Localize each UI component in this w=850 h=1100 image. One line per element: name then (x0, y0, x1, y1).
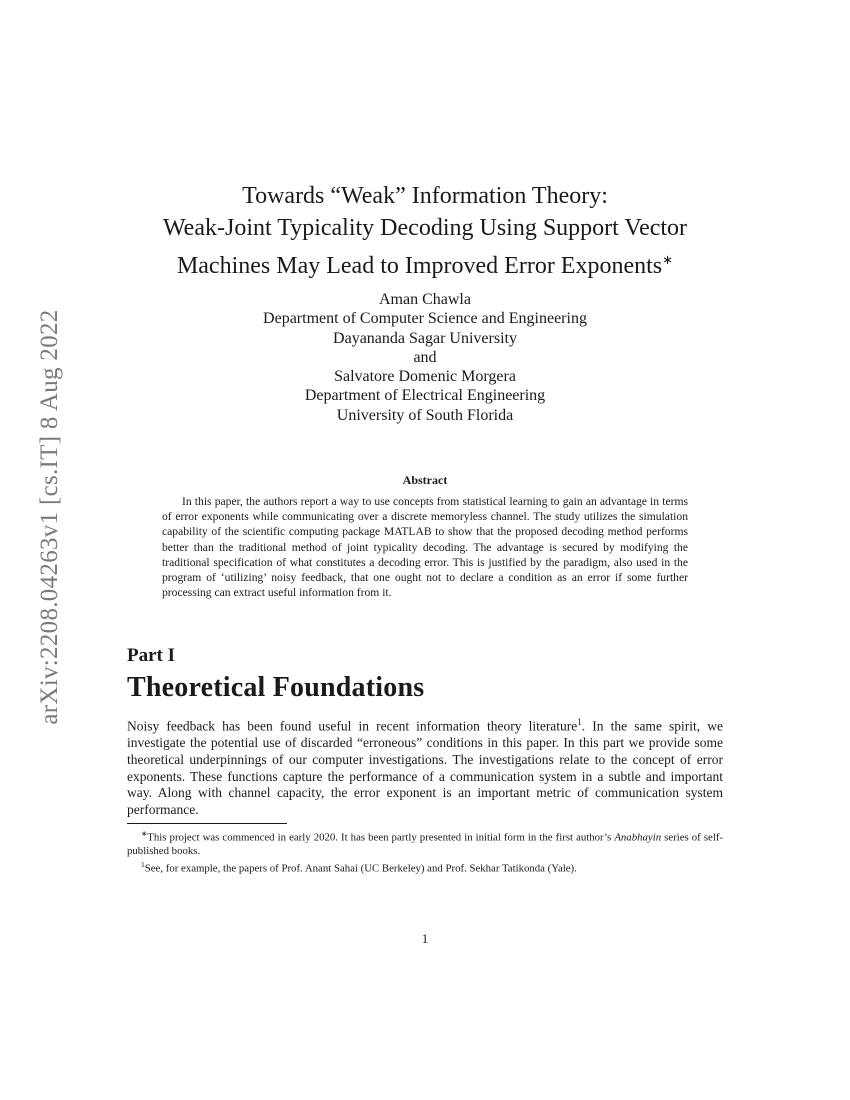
footnote-1 (127, 858, 723, 876)
body-text-rest: . In the same spirit, we investigate the potential use of discarded “erroneous” conditions in this paper. In this part we provide some theoretical underpinnings of our computer investigations. The investigations relate to the concept of error exponents. These functions capture the performance of a communication system in a subtle and important way. Along with channel capacity, the error exponent is an important metric of communication system performance. (127, 718, 723, 818)
author-2-name: Salvatore Domenic Morgera (334, 368, 516, 386)
footnote-1-text: See, for example, the papers of Prof. Anant Sahai (UC Berkeley) and Prof. Sekhar Tatikonda (Yale). (144, 862, 577, 875)
author-2-department: Department of Electrical Engineering (304, 387, 546, 405)
section-title: Theoretical Foundations (127, 672, 425, 703)
footnote-star-text-start: This project was commenced in early 2020. It has been partly presented in initial form in the first author’s (147, 831, 615, 844)
author-block (175, 290, 675, 425)
author-conjunction: and (413, 348, 437, 366)
author-1-university: Dayananda Sagar University (333, 329, 517, 347)
paper-title (150, 180, 700, 282)
title-line-1: Towards “Weak” Information Theory: (242, 183, 608, 209)
author-2-university: University of South Florida (336, 406, 514, 424)
abstract-heading: Abstract (402, 473, 448, 487)
body-text-start: Noisy feedback has been found useful in recent information theory literature (127, 718, 578, 734)
page-number: 1 (421, 931, 429, 946)
body-footnote-reference[interactable]: 1 (577, 717, 582, 727)
title-line-3-text: Machines May Lead to Improved Error Exponents (176, 253, 663, 279)
footnote-star-mark: ∗ (141, 829, 148, 838)
title-footnote-mark: ∗ (662, 252, 674, 267)
footnote-divider (127, 823, 287, 824)
author-1-name: Aman Chawla (379, 291, 471, 308)
footnote-star (127, 827, 723, 858)
footnote-star-series-name: Anabhayin (614, 831, 662, 844)
body-paragraph (127, 714, 723, 819)
title-line-2: Weak-Joint Typicality Decoding Using Support Vector (162, 215, 688, 241)
author-1-department: Department of Computer Science and Engineering (263, 310, 587, 328)
arxiv-identifier-stamp: arXiv:2208.04263v1 [cs.IT] 8 Aug 2022 (36, 309, 63, 725)
footnotes-block (127, 827, 723, 876)
footnote-star-text-end: series of self-published books. (127, 831, 724, 857)
part-label: Part I (127, 645, 176, 666)
title-line-3 (150, 244, 700, 282)
abstract-body: In this paper, the authors report a way to use concepts from statistical learning to gain an advantage in terms of error exponents while communicating over a discrete memoryless channel. The study utilizes the simulation capability of the scientific computing package MATLAB to show that the proposed decoding method performs better than the traditional method of joint typicality decoding. The advantage is secured by modifying the traditional specification of what constitutes a decoding error. This is justified by the paradigm, also used in the program of ‘utilizing’ noisy feedback, that one ought not to declare a condition as an error if some further processing can extract useful information from it. (162, 495, 688, 600)
footnote-1-mark: 1 (141, 860, 145, 870)
